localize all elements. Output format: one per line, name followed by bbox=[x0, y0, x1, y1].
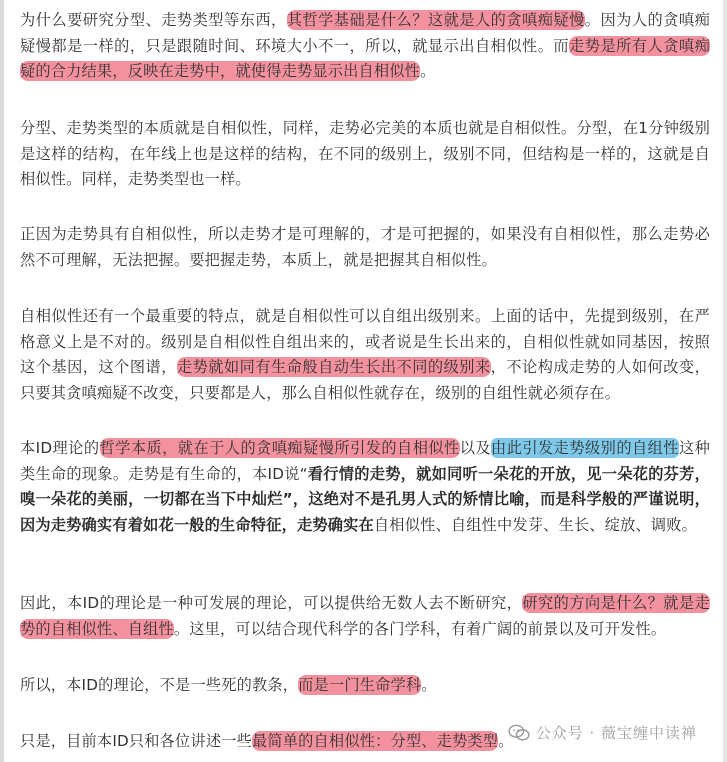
text-segment: 这种类生命的现象。走势是有生命的，本ID说“ bbox=[20, 439, 711, 483]
watermark-text: 公众号 · 薇宝缠中读禅 bbox=[535, 724, 697, 742]
paragraph-1 bbox=[20, 8, 710, 85]
text-segment: 以及 bbox=[459, 439, 492, 457]
text-segment: 因此，本ID的理论是一种可发展的理论，可以提供给无数人去不断研究， bbox=[20, 594, 523, 612]
left-border bbox=[0, 0, 4, 762]
highlight-red: 走势是所有人贪嗔痴疑的合力结果，反映在走势中，就使得走势显示出自相似性 bbox=[20, 36, 710, 80]
text-segment: 。 bbox=[420, 62, 436, 80]
text-segment: 自相似性还有一个最重要的特点，就是自相似性可以自组出级别来。上面的话中，先提到级别，在严格意义上是不对的。级别是自相似性自组出来的，或者说是生长出来的，自相似性就如同基因，按照这个基因，这个图谱， bbox=[20, 307, 710, 376]
text-segment: 分型、走势类型的本质就是自相似性，同样，走势必完美的本质也就是自相似性。分型，在1分钟级别是这样的结构，在年线上也是这样的结构，在不同的级别上，级别不同，但结构是一样的，这就是自相似性。同样，走势类型也一样。 bbox=[20, 119, 710, 188]
highlight-red: 其哲学基础是什么？这就是人的贪嗔痴疑慢 bbox=[286, 11, 585, 29]
text-segment: 只是，目前本ID只和各位讲述一些 bbox=[20, 732, 252, 750]
paragraph-6 bbox=[20, 591, 710, 642]
paragraph-7 bbox=[20, 673, 710, 699]
right-border bbox=[723, 0, 727, 762]
highlight-red: 走势就如同有生命般自动生长出不同的级别来 bbox=[176, 358, 491, 376]
watermark bbox=[508, 722, 697, 743]
text-segment: 为什么要研究分型、走势类型等东西， bbox=[20, 11, 287, 29]
text-segment: 。 bbox=[498, 732, 514, 750]
highlight-red: 研究的方向是什么？就是走势的自相似性、自组性 bbox=[20, 594, 710, 638]
highlight-blue: 由此引发走势级别的自组性 bbox=[491, 439, 679, 457]
highlight-red: 而是一门生命学科 bbox=[298, 676, 422, 694]
text-segment: 本ID理论的 bbox=[20, 439, 100, 457]
highlight-red: 哲学本质，就在于人的贪嗔痴疑慢所引发的自相似性 bbox=[99, 439, 460, 457]
text-segment: 所以，本ID的理论，不是一些死的教条， bbox=[20, 676, 299, 694]
paragraph-3 bbox=[20, 222, 710, 273]
text-segment: ，不论构成走势的人如何改变，只要其贪嗔痴疑不改变，只要都是人，那么自相似性就存在，级别的自组性就必须存在。 bbox=[20, 358, 711, 402]
paragraph-4 bbox=[20, 304, 710, 406]
bold-text: 看行情的走势，就如同听一朵花的开放，见一朵花的芬芳，嗅一朵花的美丽，一切都在当下中灿烂”，这绝对不是孔男人式的矫情比喻，而是科学般的严谨说明，因为走势确实有着如花一般的生命特征，走势确实在 bbox=[20, 464, 711, 534]
text-segment: 。这里，可以结合现代科学的各门学科，有着广阔的前景以及可开发性。 bbox=[173, 619, 667, 638]
text-segment: 。因为人的贪嗔痴疑慢都是一样的，只是跟随时间、环境大小不一，所以，就显示出自相似性。而 bbox=[20, 11, 710, 55]
text-segment: 正因为走势具有自相似性，所以走势才是可理解的，才是可把握的，如果没有自相似性，那么走势必然不可理解，无法把握。要把握走势，本质上，就是把握其自相似性。 bbox=[20, 225, 710, 269]
wechat-icon bbox=[508, 724, 530, 742]
text-segment: 自相似性、自组性中发芽、生长、绽放、调败。 bbox=[373, 515, 698, 534]
highlight-red: 最简单的自相似性：分型、走势类型 bbox=[252, 732, 499, 750]
paragraph-5 bbox=[20, 436, 710, 538]
text-segment: 。 bbox=[421, 676, 437, 694]
paragraph-2 bbox=[20, 116, 710, 193]
